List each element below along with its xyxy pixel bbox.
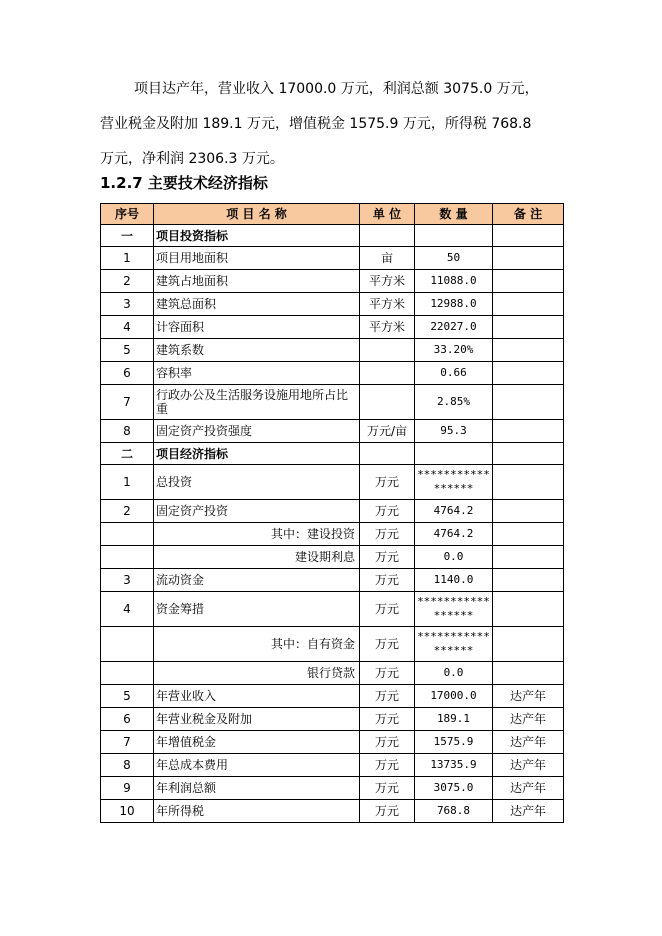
table-row <box>101 270 564 293</box>
cell-note <box>493 420 564 443</box>
summary-paragraph <box>100 72 570 177</box>
cell-note <box>493 523 564 546</box>
cell-qty: ***************** <box>415 465 493 500</box>
cell-note <box>493 316 564 339</box>
header-name: 项 目 名 称 <box>154 204 360 225</box>
paragraph-line-1: 项目达产年，营业收入 17000.0 万元，利润总额 3075.0 万元， <box>134 81 539 97</box>
table-body <box>101 225 564 823</box>
cell-no <box>101 523 154 546</box>
cell-no: 6 <box>101 362 154 385</box>
cell-qty: 3075.0 <box>415 777 493 800</box>
cell-no <box>101 546 154 569</box>
cell-qty: ***************** <box>415 627 493 662</box>
cell-unit: 万元 <box>360 662 415 685</box>
table-row <box>101 754 564 777</box>
cell-unit: 平方米 <box>360 316 415 339</box>
cell-no: 7 <box>101 731 154 754</box>
cell-note <box>493 443 564 465</box>
cell-note <box>493 627 564 662</box>
cell-note: 达产年 <box>493 731 564 754</box>
cell-qty: 2.85% <box>415 385 493 420</box>
cell-name: 项目用地面积 <box>154 247 360 270</box>
cell-name: 建筑占地面积 <box>154 270 360 293</box>
cell-name: 总投资 <box>154 465 360 500</box>
cell-name: 项目经济指标 <box>154 443 360 465</box>
cell-unit <box>360 339 415 362</box>
cell-name: 项目投资指标 <box>154 225 360 247</box>
cell-qty <box>415 443 493 465</box>
cell-qty: 12988.0 <box>415 293 493 316</box>
cell-no: 1 <box>101 465 154 500</box>
table-section-row <box>101 443 564 465</box>
cell-note: 达产年 <box>493 754 564 777</box>
table-header-row <box>101 204 564 225</box>
cell-qty: 33.20% <box>415 339 493 362</box>
cell-no: 2 <box>101 500 154 523</box>
table-row <box>101 385 564 420</box>
table-row <box>101 362 564 385</box>
cell-unit: 万元 <box>360 685 415 708</box>
header-unit: 单 位 <box>360 204 415 225</box>
cell-qty: 1575.9 <box>415 731 493 754</box>
cell-note <box>493 293 564 316</box>
cell-no: 4 <box>101 316 154 339</box>
cell-note <box>493 225 564 247</box>
cell-name: 其中：自有资金 <box>154 627 360 662</box>
cell-name: 容积率 <box>154 362 360 385</box>
cell-unit: 万元 <box>360 731 415 754</box>
cell-unit <box>360 225 415 247</box>
cell-note <box>493 592 564 627</box>
cell-note: 达产年 <box>493 685 564 708</box>
cell-no: 8 <box>101 420 154 443</box>
cell-unit: 万元 <box>360 523 415 546</box>
cell-qty: 22027.0 <box>415 316 493 339</box>
cell-name: 年营业税金及附加 <box>154 708 360 731</box>
cell-name: 建设期利息 <box>154 546 360 569</box>
cell-qty: 1140.0 <box>415 569 493 592</box>
table-row <box>101 420 564 443</box>
table-row <box>101 293 564 316</box>
paragraph-line-2: 营业税金及附加 189.1 万元，增值税金 1575.9 万元，所得税 768.8 <box>100 116 532 132</box>
table-row <box>101 592 564 627</box>
cell-no: 3 <box>101 569 154 592</box>
cell-name: 资金筹措 <box>154 592 360 627</box>
cell-unit: 平方米 <box>360 293 415 316</box>
cell-note <box>493 465 564 500</box>
cell-unit <box>360 385 415 420</box>
cell-unit: 万元 <box>360 754 415 777</box>
table-row <box>101 465 564 500</box>
section-heading: 1.2.7 主要技术经济指标 <box>100 174 268 192</box>
cell-no: 7 <box>101 385 154 420</box>
cell-unit: 万元 <box>360 465 415 500</box>
table-row <box>101 731 564 754</box>
cell-name: 固定资产投资 <box>154 500 360 523</box>
cell-name: 年利润总额 <box>154 777 360 800</box>
paragraph-line-3: 万元，净利润 2306.3 万元。 <box>100 151 284 167</box>
cell-no: 1 <box>101 247 154 270</box>
table-row <box>101 500 564 523</box>
cell-no: 4 <box>101 592 154 627</box>
cell-qty: 0.66 <box>415 362 493 385</box>
cell-qty: 0.0 <box>415 546 493 569</box>
cell-name: 年所得税 <box>154 800 360 823</box>
cell-unit <box>360 443 415 465</box>
cell-note <box>493 385 564 420</box>
cell-no: 8 <box>101 754 154 777</box>
cell-note <box>493 500 564 523</box>
cell-note <box>493 362 564 385</box>
table-row <box>101 569 564 592</box>
header-qty: 数 量 <box>415 204 493 225</box>
cell-note <box>493 546 564 569</box>
cell-unit: 万元 <box>360 777 415 800</box>
cell-qty: 4764.2 <box>415 523 493 546</box>
cell-qty: 4764.2 <box>415 500 493 523</box>
cell-unit: 万元 <box>360 569 415 592</box>
cell-no: 6 <box>101 708 154 731</box>
cell-name: 固定资产投资强度 <box>154 420 360 443</box>
cell-name: 年总成本费用 <box>154 754 360 777</box>
cell-unit: 万元 <box>360 627 415 662</box>
cell-note: 达产年 <box>493 777 564 800</box>
cell-unit: 万元 <box>360 592 415 627</box>
cell-note <box>493 662 564 685</box>
cell-qty <box>415 225 493 247</box>
cell-no: 9 <box>101 777 154 800</box>
header-no: 序号 <box>101 204 154 225</box>
cell-qty: 17000.0 <box>415 685 493 708</box>
cell-no: 2 <box>101 270 154 293</box>
cell-no: 5 <box>101 685 154 708</box>
cell-no: 一 <box>101 225 154 247</box>
cell-name: 行政办公及生活服务设施用地所占比重 <box>154 385 360 420</box>
cell-qty: 0.0 <box>415 662 493 685</box>
cell-name: 年增值税金 <box>154 731 360 754</box>
cell-unit: 平方米 <box>360 270 415 293</box>
cell-unit: 亩 <box>360 247 415 270</box>
table-section-row <box>101 225 564 247</box>
table-row <box>101 247 564 270</box>
cell-unit: 万元 <box>360 708 415 731</box>
cell-qty: 11088.0 <box>415 270 493 293</box>
cell-qty: 768.8 <box>415 800 493 823</box>
cell-qty: 189.1 <box>415 708 493 731</box>
table-row <box>101 339 564 362</box>
cell-name: 建筑系数 <box>154 339 360 362</box>
cell-name: 银行贷款 <box>154 662 360 685</box>
cell-qty: 13735.9 <box>415 754 493 777</box>
cell-unit <box>360 362 415 385</box>
cell-unit: 万元 <box>360 800 415 823</box>
cell-note <box>493 339 564 362</box>
cell-note <box>493 270 564 293</box>
cell-name: 其中：建设投资 <box>154 523 360 546</box>
cell-unit: 万元 <box>360 500 415 523</box>
cell-note <box>493 247 564 270</box>
indicator-table <box>100 203 564 823</box>
cell-note: 达产年 <box>493 800 564 823</box>
table-row <box>101 662 564 685</box>
cell-note: 达产年 <box>493 708 564 731</box>
cell-name: 流动资金 <box>154 569 360 592</box>
table-row <box>101 708 564 731</box>
cell-note <box>493 569 564 592</box>
cell-name: 建筑总面积 <box>154 293 360 316</box>
table-row <box>101 523 564 546</box>
cell-qty: ***************** <box>415 592 493 627</box>
cell-no: 3 <box>101 293 154 316</box>
cell-no: 二 <box>101 443 154 465</box>
table-row <box>101 627 564 662</box>
cell-no: 5 <box>101 339 154 362</box>
cell-qty: 50 <box>415 247 493 270</box>
header-note: 备 注 <box>493 204 564 225</box>
cell-no: 10 <box>101 800 154 823</box>
cell-name: 计容面积 <box>154 316 360 339</box>
cell-unit: 万元 <box>360 546 415 569</box>
table-row <box>101 316 564 339</box>
table-row <box>101 777 564 800</box>
cell-name: 年营业收入 <box>154 685 360 708</box>
cell-qty: 95.3 <box>415 420 493 443</box>
cell-no <box>101 662 154 685</box>
cell-unit: 万元/亩 <box>360 420 415 443</box>
table-row <box>101 546 564 569</box>
cell-no <box>101 627 154 662</box>
table-row <box>101 685 564 708</box>
table-row <box>101 800 564 823</box>
